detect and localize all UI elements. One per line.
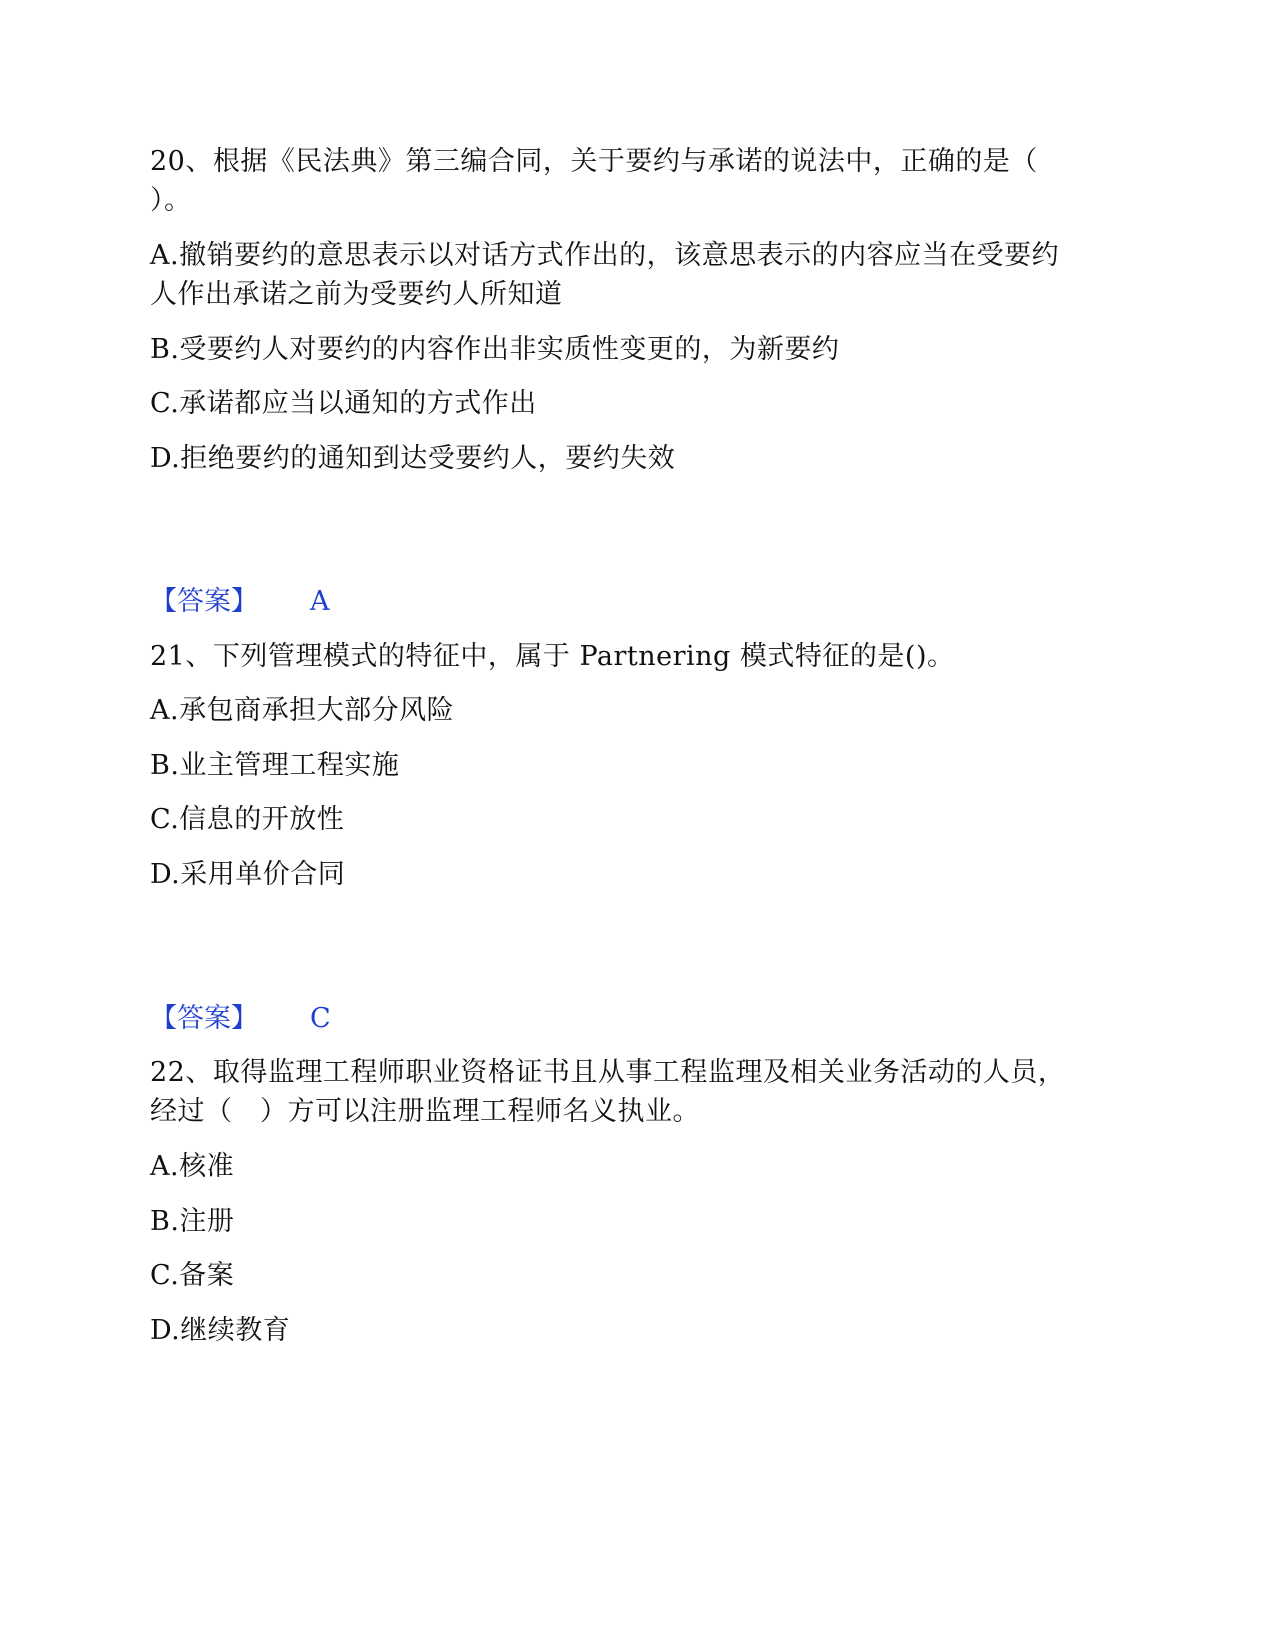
question-21-answer [150, 999, 331, 1039]
question-20-option-a-line-2: 人作出承诺之前为受要约人所知道 [150, 279, 563, 310]
question-22-option-c: C.备案 [150, 1260, 235, 1291]
question-21-option-c: C.信息的开放性 [150, 804, 345, 835]
question-20-option-a-line-1: A.撤销要约的意思表示以对话方式作出的，该意思表示的内容应当在受要约 [150, 240, 1060, 271]
answer-label: 【答案】 [150, 586, 258, 617]
question-20-option-c: C.承诺都应当以通知的方式作出 [150, 388, 537, 419]
question-20-stem-line-2: ）。 [150, 185, 192, 216]
question-20-option-d: D.拒绝要约的通知到达受要约人，要约失效 [150, 443, 676, 474]
question-22-stem-line-2: 经过（ ）方可以注册监理工程师名义执业。 [150, 1096, 700, 1127]
question-21-option-b: B.业主管理工程实施 [150, 750, 400, 781]
question-22-stem-line-1: 22、取得监理工程师职业资格证书且从事工程监理及相关业务活动的人员， [150, 1057, 1066, 1088]
question-20-option-b: B.受要约人对要约的内容作出非实质性变更的，为新要约 [150, 334, 840, 365]
question-20-stem-line-1: 20、根据《民法典》第三编合同，关于要约与承诺的说法中，正确的是（ [150, 146, 1038, 177]
question-20-answer [150, 582, 330, 622]
question-21-stem: 21、下列管理模式的特征中，属于 Partnering 模式特征的是()。 [150, 641, 955, 672]
question-22-option-d: D.继续教育 [150, 1315, 291, 1346]
question-21-option-d: D.采用单价合同 [150, 859, 346, 890]
question-21-option-a: A.承包商承担大部分风险 [150, 695, 455, 726]
answer-value: C [310, 1003, 331, 1034]
question-22-option-b: B.注册 [150, 1206, 235, 1237]
answer-value: A [310, 586, 330, 617]
question-22-option-a: A.核准 [150, 1151, 235, 1182]
answer-label: 【答案】 [150, 1003, 258, 1034]
